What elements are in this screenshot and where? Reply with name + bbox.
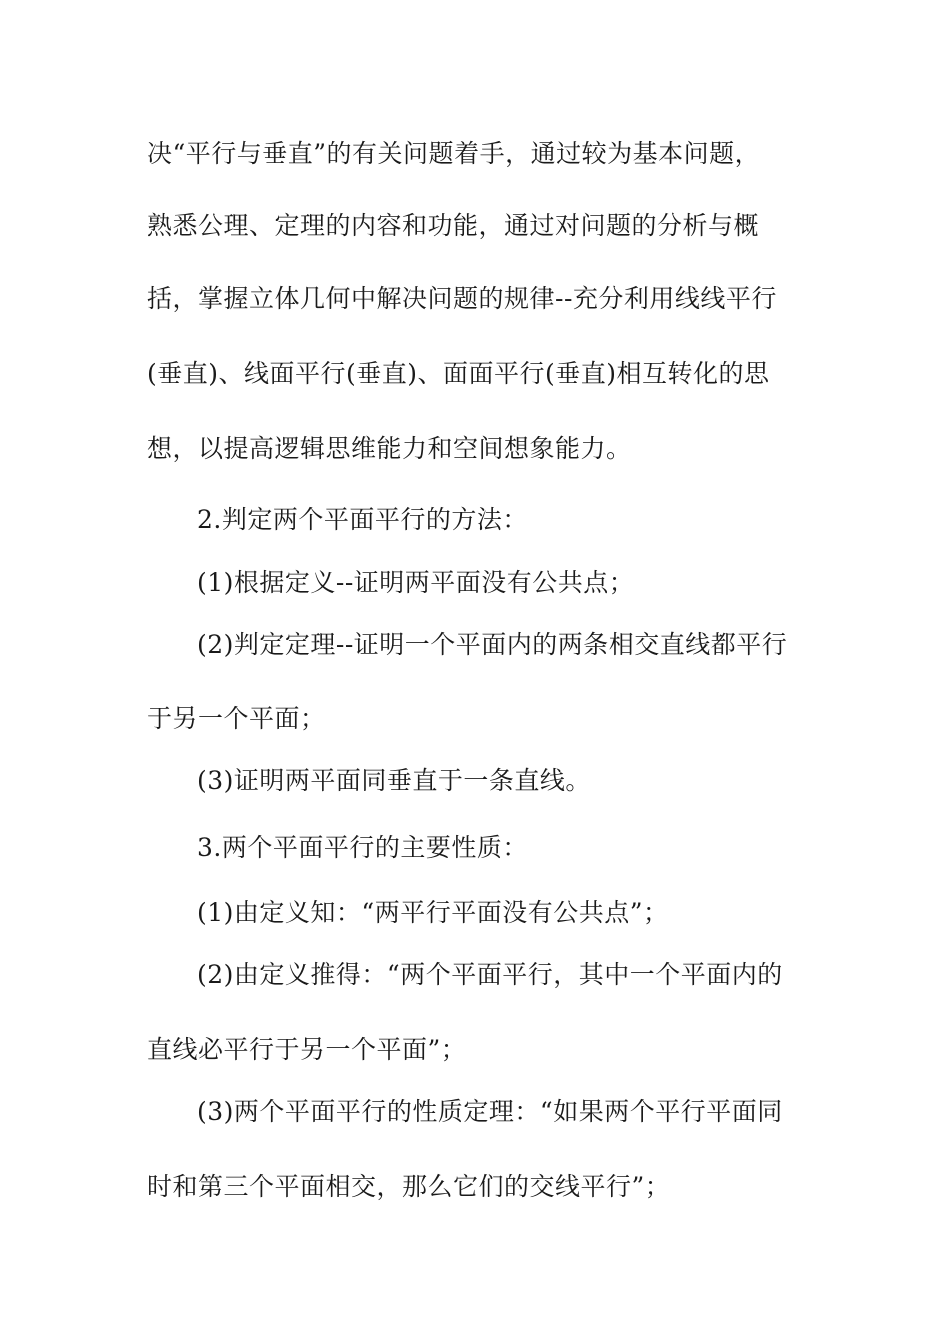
list-item: (2)由定义推得：“两个平面平行，其中一个平面内的 <box>197 960 783 989</box>
section-heading: 3.两个平面平行的主要性质： <box>197 833 528 862</box>
section-heading: 2.判定两个平面平行的方法： <box>197 505 528 534</box>
list-item: (1)由定义知：“两平行平面没有公共点”； <box>197 898 669 927</box>
paragraph-line: 熟悉公理、定理的内容和功能，通过对问题的分析与概 <box>147 211 760 240</box>
paragraph-line: 括，掌握立体几何中解决问题的规律--充分利用线线平行 <box>147 284 777 313</box>
list-item: (2)判定定理--证明一个平面内的两条相交直线都平行 <box>197 630 788 659</box>
paragraph-line: 于另一个平面； <box>147 704 326 733</box>
paragraph-line: 想，以提高逻辑思维能力和空间想象能力。 <box>147 434 632 463</box>
paragraph-line: 时和第三个平面相交，那么它们的交线平行”； <box>147 1172 671 1201</box>
list-item: (1)根据定义--证明两平面没有公共点； <box>197 568 635 597</box>
list-item: (3)证明两平面同垂直于一条直线。 <box>197 766 591 795</box>
paragraph-line: (垂直)、线面平行(垂直)、面面平行(垂直)相互转化的思 <box>147 359 770 388</box>
paragraph-line: 直线必平行于另一个平面”； <box>147 1035 467 1064</box>
list-item: (3)两个平面平行的性质定理：“如果两个平行平面同 <box>197 1097 783 1126</box>
paragraph-line: 决“平行与垂直”的有关问题着手，通过较为基本问题， <box>147 139 761 168</box>
